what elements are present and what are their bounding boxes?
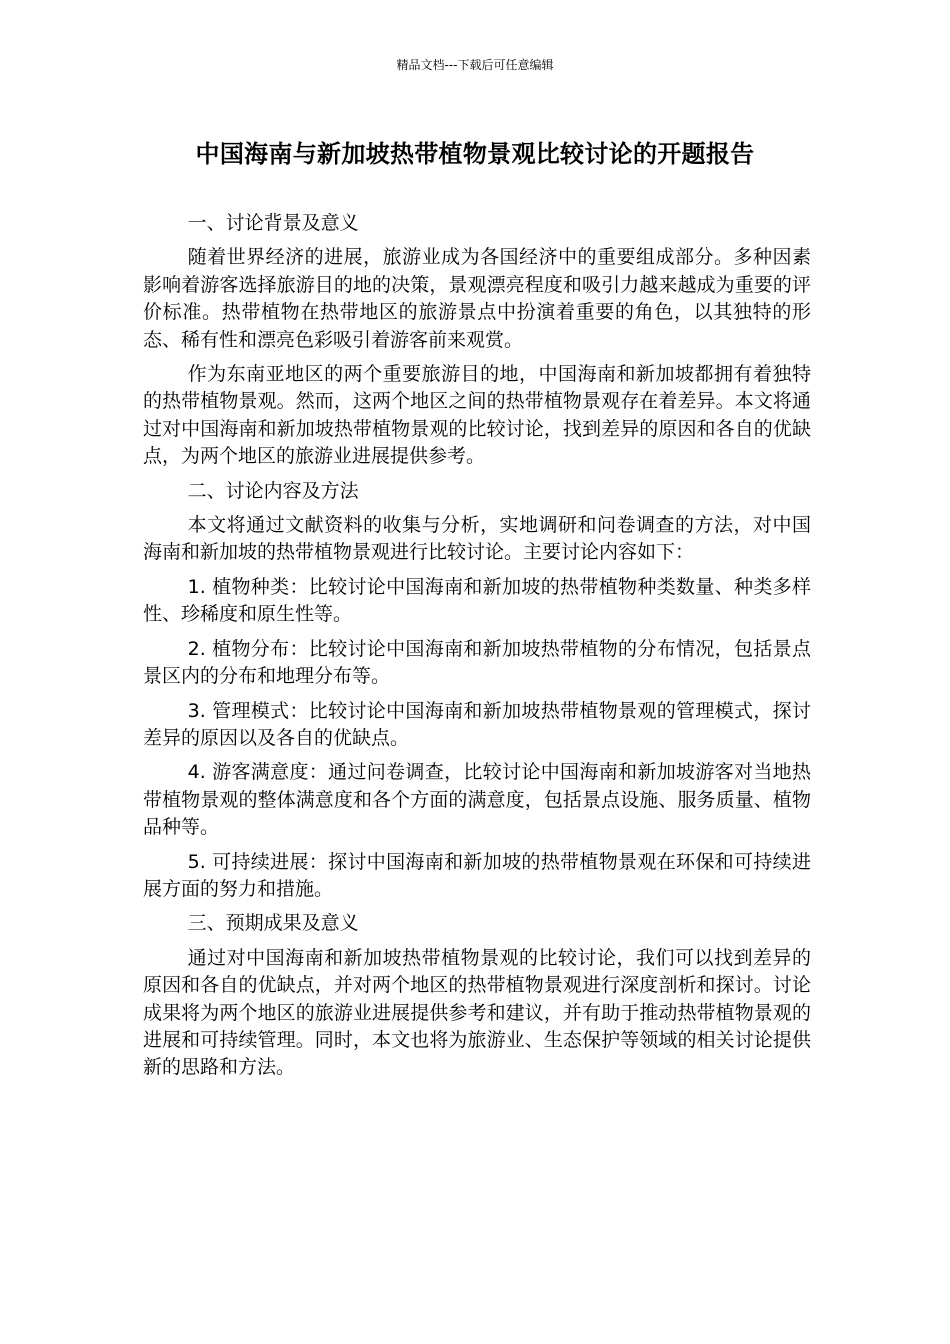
paragraph-methods-intro: 本文将通过文献资料的收集与分析，实地调研和问卷调查的方法，对中国海南和新加坡的热带植物景观进行比较讨论。主要讨论内容如下： (143, 514, 811, 564)
list-item-sustainable-development: 5. 可持续进展：探讨中国海南和新加坡的热带植物景观在环保和可持续进展方面的努力和措施。 (143, 850, 811, 900)
document-body (143, 210, 811, 1089)
paragraph-background-1: 随着世界经济的进展，旅游业成为各国经济中的重要组成部分。多种因素影响着游客选择旅游目的地的决策，景观漂亮程度和吸引力越来越成为重要的评价标准。热带植物在热带地区的旅游景点中扮演着重要的角色，以其独特的形态、稀有性和漂亮色彩吸引着游客前来观赏。 (143, 246, 811, 351)
list-item-visitor-satisfaction: 4. 游客满意度：通过问卷调查，比较讨论中国海南和新加坡游客对当地热带植物景观的整体满意度和各个方面的满意度，包括景点设施、服务质量、植物品种等。 (143, 761, 811, 839)
list-item-plant-species: 1. 植物种类：比较讨论中国海南和新加坡的热带植物种类数量、种类多样性、珍稀度和原生性等。 (143, 575, 811, 626)
section-heading-background: 一、讨论背景及意义 (187, 212, 359, 234)
paragraph-background-2: 作为东南亚地区的两个重要旅游目的地，中国海南和新加坡都拥有着独特的热带植物景观。然而，这两个地区之间的热带植物景观存在着差异。本文将通过对中国海南和新加坡热带植物景观的比较讨论，找到差异的原因和各自的优缺点，为两个地区的旅游业进展提供参考。 (143, 363, 811, 468)
section-heading-expected-results: 三、预期成果及意义 (187, 912, 359, 935)
list-item-plant-distribution: 2. 植物分布：比较讨论中国海南和新加坡热带植物的分布情况，包括景点景区内的分布和地理分布等。 (143, 637, 811, 688)
page-header: 精品文档---下载后可任意编辑 (396, 58, 554, 72)
paragraph-expected-results: 通过对中国海南和新加坡热带植物景观的比较讨论，我们可以找到差异的原因和各自的优缺点，并对两个地区的热带植物景观进行深度剖析和探讨。讨论成果将为两个地区的旅游业进展提供参考和建议，并有助于推动热带植物景观的进展和可持续管理。同时，本文也将为旅游业、生态保护等领域的相关讨论提供新的思路和方法。 (143, 946, 811, 1079)
list-item-management-mode: 3. 管理模式：比较讨论中国海南和新加坡热带植物景观的管理模式，探讨差异的原因以及各自的优缺点。 (143, 699, 811, 749)
section-heading-methods: 二、讨论内容及方法 (187, 479, 359, 502)
document-title: 中国海南与新加坡热带植物景观比较讨论的开题报告 (195, 140, 755, 168)
